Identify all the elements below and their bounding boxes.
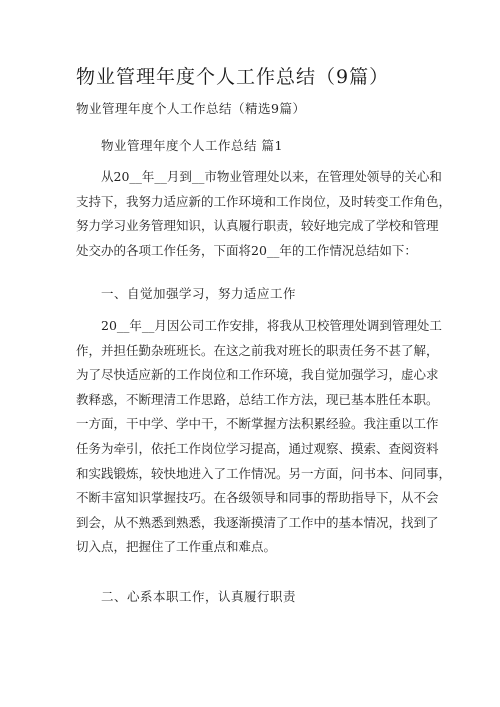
text-line: 任务为牵引，依托工作岗位学习提高，通过观察、摸索、查阅资料	[76, 440, 439, 456]
text-line: 20__年__月因公司工作安排，将我从卫校管理处调到管理处工	[101, 318, 442, 333]
paragraph-intro	[76, 165, 452, 263]
text-line: 处交办的各项工作任务，下面将20__年的工作情况总结如下：	[76, 242, 417, 258]
document-title: 物业管理年度个人工作总结（9篇）	[76, 66, 390, 88]
text-line: 和实践锻炼，较快地进入了工作情况。另一方面，问书本、问同事，	[76, 465, 452, 481]
text-line: 一方面，干中学、学中干，不断掌握方法积累经验。我注重以工作	[76, 416, 439, 432]
text-line: 从20__年__月到__市物业管理处以来，在管理处领导的关心和	[101, 169, 442, 184]
text-line: 为了尽快适应新的工作岗位和工作环境，我自觉加强学习，虚心求	[76, 367, 439, 383]
text-line: 不断丰富知识掌握技巧。在各级领导和同事的帮助指导下，从不会	[76, 490, 439, 506]
paragraph-study	[76, 314, 452, 560]
text-line: 支持下，我努力适应新的工作环境和工作岗位，及时转变工作角色，	[76, 193, 452, 209]
text-line: 努力学习业务管理知识，认真履行职责，较好地完成了学校和管理	[76, 218, 439, 234]
text-line: 切入点，把握住了工作重点和难点。	[76, 539, 277, 555]
text-line: 到会，从不熟悉到熟悉，我逐渐摸清了工作中的基本情况，找到了	[76, 514, 439, 530]
heading-duties: 二、心系本职工作，认真履行职责	[101, 589, 297, 604]
heading-study: 一、自觉加强学习，努力适应工作	[101, 286, 297, 301]
text-line: 作，并担任勤杂班班长。在这之前我对班长的职责任务不甚了解，	[76, 342, 439, 358]
document-subtitle: 物业管理年度个人工作总结（精选9篇）	[76, 101, 306, 116]
section-heading: 物业管理年度个人工作总结 篇1	[101, 138, 283, 153]
text-line: 教释惑，不断理清工作思路，总结工作方法，现已基本胜任本职。	[76, 391, 439, 407]
